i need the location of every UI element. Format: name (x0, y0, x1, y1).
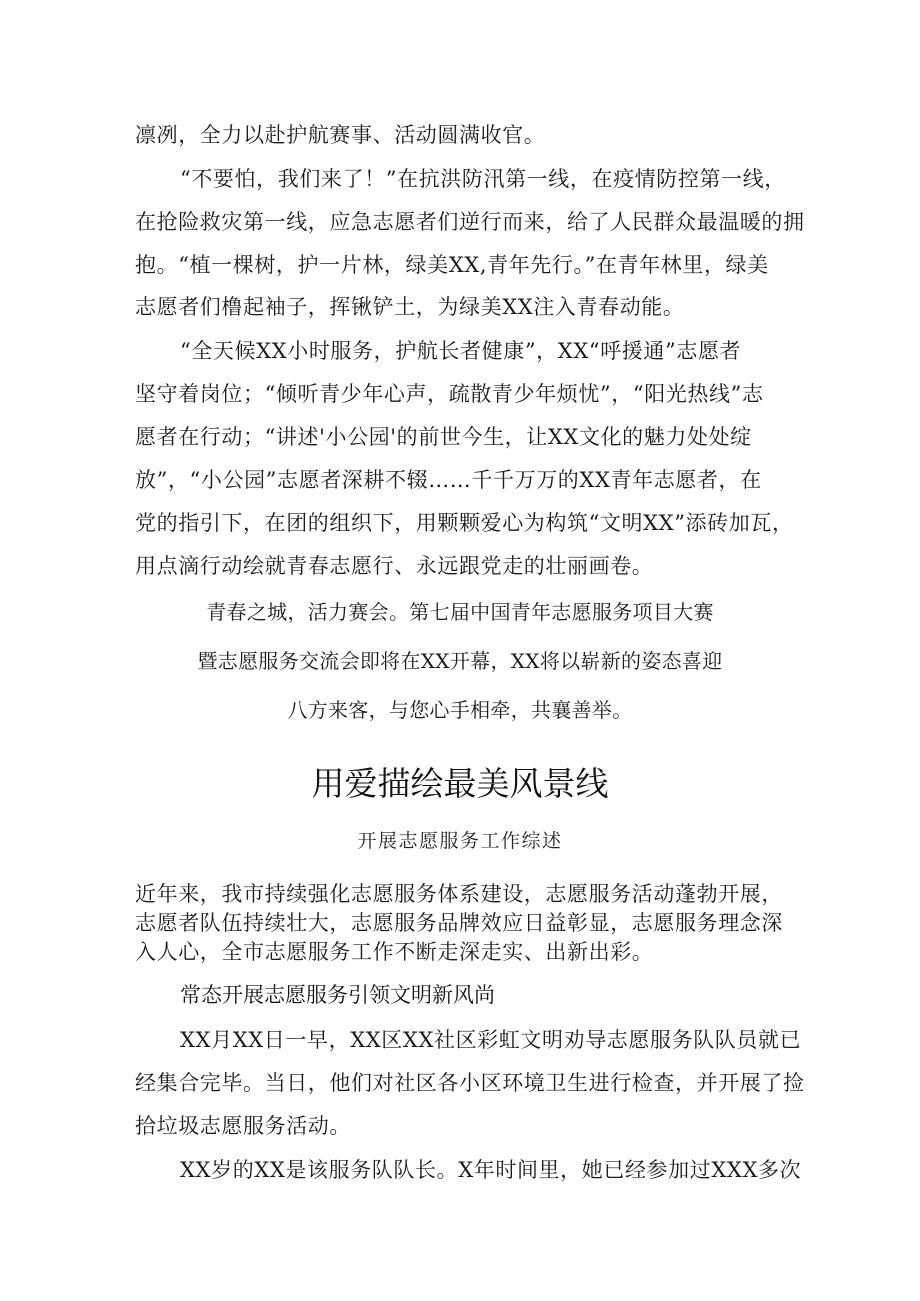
paragraph-line: 党的指引下，在团的组织下，用颗颗爱心为构筑“文明XX”添砖加瓦， (135, 511, 794, 535)
section-heading: 常态开展志愿服务引领文明新风尚 (180, 983, 495, 1007)
paragraph-line: 近年来，我市持续强化志愿服务体系建设，志愿服务活动蓬勃开展， (135, 882, 783, 906)
closing-line: 青春之城，活力赛会。第七届中国青年志愿服务项目大赛 (206, 600, 714, 624)
continuation-line: 凛冽，全力以赴护航赛事、活动圆满收官。 (135, 123, 546, 147)
paragraph-line: 用点滴行动绘就青春志愿行、永远跟党走的壮丽画卷。 (135, 554, 654, 578)
paragraph-line: 经集合完毕。当日，他们对社区各小区环境卫生进行检查，并开展了捡 (135, 1071, 805, 1095)
paragraph-line: XX月XX日一早，XX区XX社区彩虹文明劝导志愿服务队队员就已 (180, 1028, 802, 1052)
paragraph-line: 坚守着岗位；“倾听青少年心声，疏散青少年烦忧”，“阳光热线”志 (135, 382, 764, 406)
article-title: 用爱描绘最美风景线 (311, 764, 609, 803)
paragraph-line: 抱。“植一棵树，护一片林，绿美XX,青年先行。”在青年林里，绿美 (135, 253, 769, 277)
paragraph-line: 志愿者队伍持续壮大，志愿服务品牌效应日益彰显，志愿服务理念深 (135, 911, 783, 935)
paragraph-line: 在抢险救灾第一线，应急志愿者们逆行而来，给了人民群众最温暖的拥 (135, 210, 805, 234)
paragraph-line: 愿者在行动；“讲述'小公园'的前世今生，让XX文化的魅力处处绽 (135, 425, 752, 449)
paragraph-line: 入人心，全市志愿服务工作不断走深走实、出新出彩。 (135, 940, 654, 964)
closing-line: 暨志愿服务交流会即将在XX开幕，XX将以崭新的姿态喜迎 (197, 649, 723, 673)
paragraph-line: 拾垃圾志愿服务活动。 (135, 1114, 351, 1138)
closing-line: 八方来客，与您心手相牵，共襄善举。 (287, 698, 633, 722)
paragraph-line: “不要怕，我们来了！”在抗洪防汛第一线，在疫情防控第一线， (180, 167, 786, 191)
paragraph-line: 志愿者们橹起袖子，挥锹铲土，为绿美XX注入青春动能。 (135, 295, 685, 319)
paragraph-line: 放”，“小公园”志愿者深耕不辍……千千万万的XX青年志愿者，在 (135, 468, 762, 492)
paragraph-line: XX岁的XX是该服务队队长。X年时间里，她已经参加过XXX多次 (180, 1158, 802, 1182)
paragraph-line: “全天候XX小时服务，护航长者健康”，XX“呼援通”志愿者 (180, 339, 742, 363)
article-subtitle: 开展志愿服务工作综述 (357, 830, 563, 852)
